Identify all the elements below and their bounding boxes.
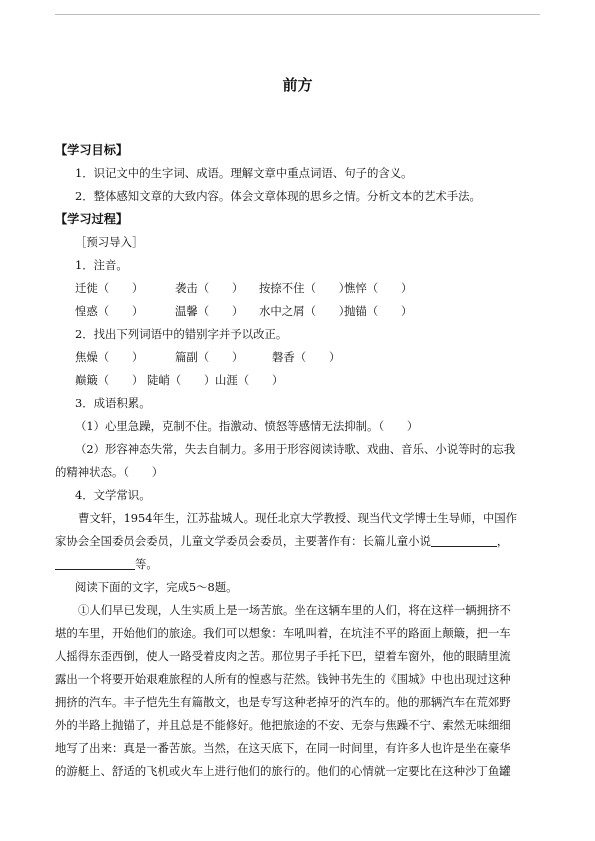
page-title: 前方 bbox=[282, 76, 313, 94]
pinyin-row bbox=[55, 277, 543, 300]
preview-intro: ［预习导入］ bbox=[75, 235, 144, 249]
typo-row bbox=[55, 369, 543, 392]
literature-paragraph: 曹文轩，1954年生，江苏盐城人。现任北京大学教授、现当代文学博士生导师，中国作 bbox=[78, 511, 518, 525]
pinyin-item: 惶惑（ ） bbox=[75, 304, 144, 318]
reading-line: 露出一个将要开始艰难旅程的人所有的惶惑与茫然。钱钟书先生的《围城》中也出现过这种 bbox=[55, 672, 511, 686]
question-4-label: 4．文学常识。 bbox=[75, 488, 151, 502]
idiom-item: （1）心里急躁，克制不住。指激动、愤怒等感情无法抑制。（ ） bbox=[75, 419, 419, 433]
answer-blank bbox=[55, 556, 135, 570]
literature-text: ， bbox=[496, 534, 509, 548]
document-body bbox=[55, 139, 543, 783]
reading-line: ①人们早已发现，人生实质上是一场苦旅。坐在这辆车里的人们，将在这样一辆拥挤不 bbox=[78, 603, 511, 617]
literature-text: 等。 bbox=[135, 557, 158, 571]
section-heading-goals: 【学习目标】 bbox=[55, 143, 129, 157]
typo-row bbox=[55, 346, 543, 369]
idiom-item-continued: 的精神状态。（ ） bbox=[55, 465, 164, 479]
answer-blank bbox=[431, 533, 497, 547]
pinyin-item: 温馨（ ） bbox=[175, 304, 244, 318]
question-1-label: 1．注音。 bbox=[75, 258, 128, 272]
goal-item: 1．识记文中的生字词、成语。理解文章中重点词语、句子的含义。 bbox=[75, 166, 413, 180]
pinyin-item: 袭击（ ） bbox=[175, 281, 244, 295]
literature-text: 家协会全国委员会委员，儿童文学委员会委员，主要著作有：长篇儿童小说 bbox=[55, 534, 431, 548]
reading-line: 拥挤的汽车。丰子恺先生有篇散文，也是专写这种老掉牙的汽车的。他的那辆汽车在荒郊野 bbox=[55, 695, 511, 709]
typo-item: 磐香（ ） bbox=[272, 350, 341, 364]
pinyin-item: 抛锚（ ） bbox=[344, 304, 413, 318]
typo-item: 山涯（ ） bbox=[215, 373, 284, 387]
pinyin-item: 按捺不住（ ） bbox=[259, 281, 351, 295]
typo-item: 陡峭（ ） bbox=[147, 373, 216, 387]
section-heading-process: 【学习过程】 bbox=[55, 212, 129, 226]
literature-paragraph bbox=[55, 530, 543, 553]
header-rule bbox=[55, 14, 540, 15]
question-2-label: 2．找出下列词语中的错别字并予以改正。 bbox=[75, 327, 288, 341]
question-3-label: 3．成语积累。 bbox=[75, 396, 151, 410]
pinyin-row bbox=[55, 300, 543, 323]
pinyin-item: 迁徙（ ） bbox=[75, 281, 144, 295]
typo-item: 焦燥（ ） bbox=[75, 350, 144, 364]
pinyin-item: 憔悴（ ） bbox=[344, 281, 413, 295]
reading-line: 人摇得东歪西倒，使人一路受着皮肉之苦。那位男子手托下巴，望着车窗外，他的眼睛里流 bbox=[55, 649, 511, 663]
idiom-item: （2）形容神态失常，失去自制力。多用于形容阅读诗歌、戏曲、音乐、小说等时的忘我 bbox=[75, 442, 516, 456]
reading-line: 外的半路上抛锚了，并且总是不能修好。他把旅途的不安、无奈与焦躁不宁、索然无味细细 bbox=[55, 718, 511, 732]
typo-item: 巅簸（ ） bbox=[75, 373, 144, 387]
reading-line: 地写了出来：真是一番苦旅。当然，在这天底下，在同一时间里，有许多人也许是坐在豪华 bbox=[55, 741, 511, 755]
pinyin-item: 水中之屑（ ） bbox=[259, 304, 351, 318]
reading-line: 的游艇上、舒适的飞机或火车上进行他们的旅行的。他们的心情就一定要比在这种沙丁鱼罐 bbox=[55, 764, 511, 778]
typo-item: 篇副（ ） bbox=[175, 350, 244, 364]
reading-line: 堪的车里，开始他们的旅途。我们可以想象：车吼叫着，在坑洼不平的路面上颠簸，把一车 bbox=[55, 626, 511, 640]
goal-item: 2．整体感知文章的大致内容。体会文章体现的思乡之情。分析文本的艺术手法。 bbox=[75, 189, 481, 203]
reading-label: 阅读下面的文字，完成5～8题。 bbox=[75, 580, 238, 594]
literature-paragraph bbox=[55, 553, 543, 576]
